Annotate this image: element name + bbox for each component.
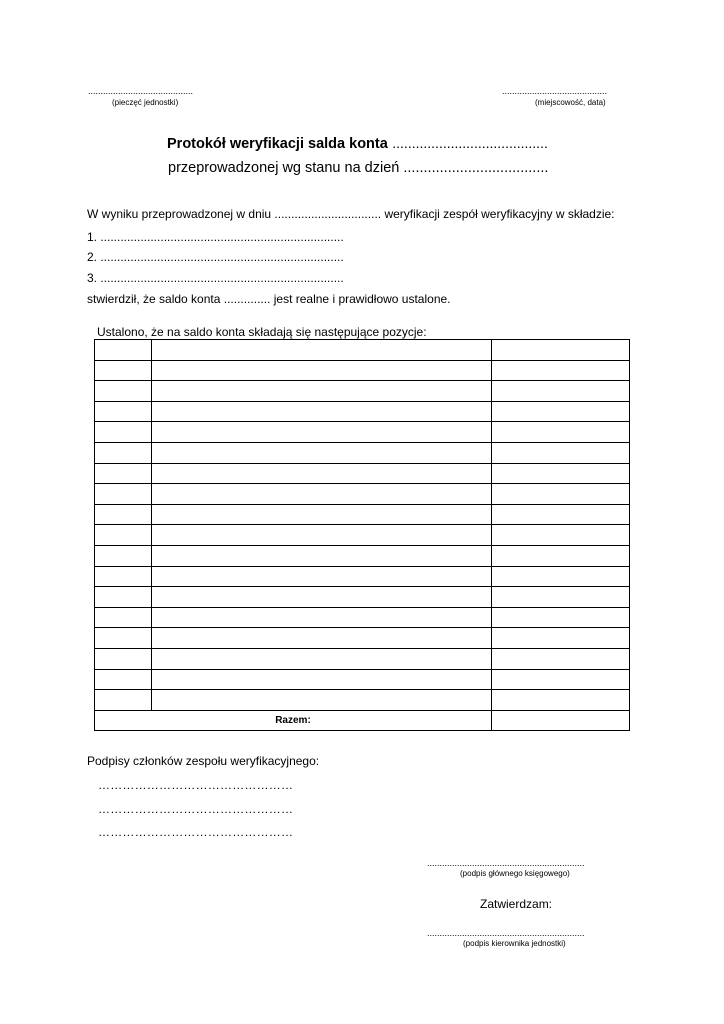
table-cell: [492, 648, 630, 669]
title-dots: ........................................: [392, 135, 548, 151]
table-cell: [95, 607, 152, 628]
table-cell: [492, 545, 630, 566]
table-cell: [152, 422, 492, 443]
table-cell: [492, 340, 630, 361]
accountant-signature-dots: ...............................................................: [427, 858, 585, 868]
head-signature-caption: (podpis kierownika jednostki): [463, 939, 566, 948]
table-cell: [152, 690, 492, 711]
table-cell: [95, 422, 152, 443]
table-cell: [152, 340, 492, 361]
table-cell: [492, 690, 630, 711]
table-row: [95, 381, 630, 402]
table-row: [95, 504, 630, 525]
member-signature-line-2: …………………………………………: [98, 802, 294, 816]
table-cell: [95, 669, 152, 690]
table-cell: [492, 463, 630, 484]
table-row: [95, 690, 630, 711]
table-cell: [95, 504, 152, 525]
subtitle-text: przeprowadzonej wg stanu na dzień: [168, 160, 400, 176]
table-cell: [492, 566, 630, 587]
table-cell: [152, 566, 492, 587]
subtitle-dots: ....................................: [403, 160, 549, 176]
table-row: [95, 422, 630, 443]
member-signature-line-1: …………………………………………: [98, 778, 294, 792]
stamp-dots: ..........................................: [88, 86, 194, 96]
table-cell: [95, 690, 152, 711]
table-row: [95, 628, 630, 649]
table-cell: [492, 422, 630, 443]
table-row: [95, 669, 630, 690]
table-cell: [492, 525, 630, 546]
table-cell: [492, 628, 630, 649]
table-cell: [492, 669, 630, 690]
intro-text: W wyniku przeprowadzonej w dniu ................................ weryfikacji zespół weryfikacyjny w składzie:: [87, 207, 615, 221]
table-cell: [95, 545, 152, 566]
title-bold-text: Protokół weryfikacji salda konta: [167, 136, 388, 152]
table-cell: [95, 381, 152, 402]
table-cell: [152, 607, 492, 628]
table-cell: [152, 628, 492, 649]
positions-table: [94, 339, 630, 731]
table-cell: [152, 442, 492, 463]
accountant-signature-caption: (podpis głównego księgowego): [460, 869, 570, 878]
table-cell: [152, 360, 492, 381]
table-cell: [152, 587, 492, 608]
table-cell: [95, 360, 152, 381]
place-date-caption: (miejscowość, data): [535, 98, 606, 107]
table-cell: [152, 401, 492, 422]
table-row: [95, 607, 630, 628]
table-intro-text: Ustalono, że na saldo konta składają się następujące pozycje:: [97, 325, 427, 339]
table-cell: [152, 504, 492, 525]
table-row: [95, 545, 630, 566]
table-cell: [492, 484, 630, 505]
head-signature-dots: ...............................................................: [427, 928, 585, 938]
table-cell: [492, 504, 630, 525]
place-date-dots: ..........................................: [502, 86, 608, 96]
table-row: [95, 340, 630, 361]
total-label: Razem:: [95, 710, 492, 731]
table-row: [95, 648, 630, 669]
table-cell: [95, 484, 152, 505]
table-cell: [95, 401, 152, 422]
table-cell: [152, 525, 492, 546]
document-subtitle: [168, 160, 548, 176]
member-signature-line-3: …………………………………………: [98, 825, 294, 839]
total-value-cell: [492, 710, 630, 731]
member-line-1: 1. .........................................................................: [87, 230, 344, 244]
table-row: [95, 442, 630, 463]
table-cell: [492, 607, 630, 628]
document-title: [167, 135, 548, 153]
table-cell: [492, 381, 630, 402]
table-row: [95, 360, 630, 381]
member-line-2: 2. .........................................................................: [87, 250, 344, 264]
stamp-caption: (pieczęć jednostki): [112, 98, 179, 107]
table-cell: [95, 463, 152, 484]
statement-text: stwierdził, że saldo konta .............. jest realne i prawidłowo ustalone.: [87, 292, 451, 306]
table-row: [95, 463, 630, 484]
table-total-row: [95, 710, 630, 731]
signatures-heading: Podpisy członków zespołu weryfikacyjnego:: [87, 754, 320, 768]
table-cell: [152, 545, 492, 566]
table-cell: [95, 566, 152, 587]
table-row: [95, 525, 630, 546]
table-cell: [95, 442, 152, 463]
table-row: [95, 566, 630, 587]
table-cell: [95, 525, 152, 546]
table-row: [95, 484, 630, 505]
table-cell: [492, 360, 630, 381]
table-cell: [492, 587, 630, 608]
table-row: [95, 401, 630, 422]
table-cell: [492, 442, 630, 463]
table-cell: [492, 401, 630, 422]
member-line-3: 3. .........................................................................: [87, 271, 344, 285]
approve-label: Zatwierdzam:: [480, 897, 553, 911]
table-cell: [95, 587, 152, 608]
table-cell: [152, 648, 492, 669]
table-cell: [95, 648, 152, 669]
table-cell: [152, 669, 492, 690]
table-cell: [95, 628, 152, 649]
table-row: [95, 587, 630, 608]
table-cell: [95, 340, 152, 361]
table-cell: [152, 381, 492, 402]
table-cell: [152, 484, 492, 505]
table-cell: [152, 463, 492, 484]
